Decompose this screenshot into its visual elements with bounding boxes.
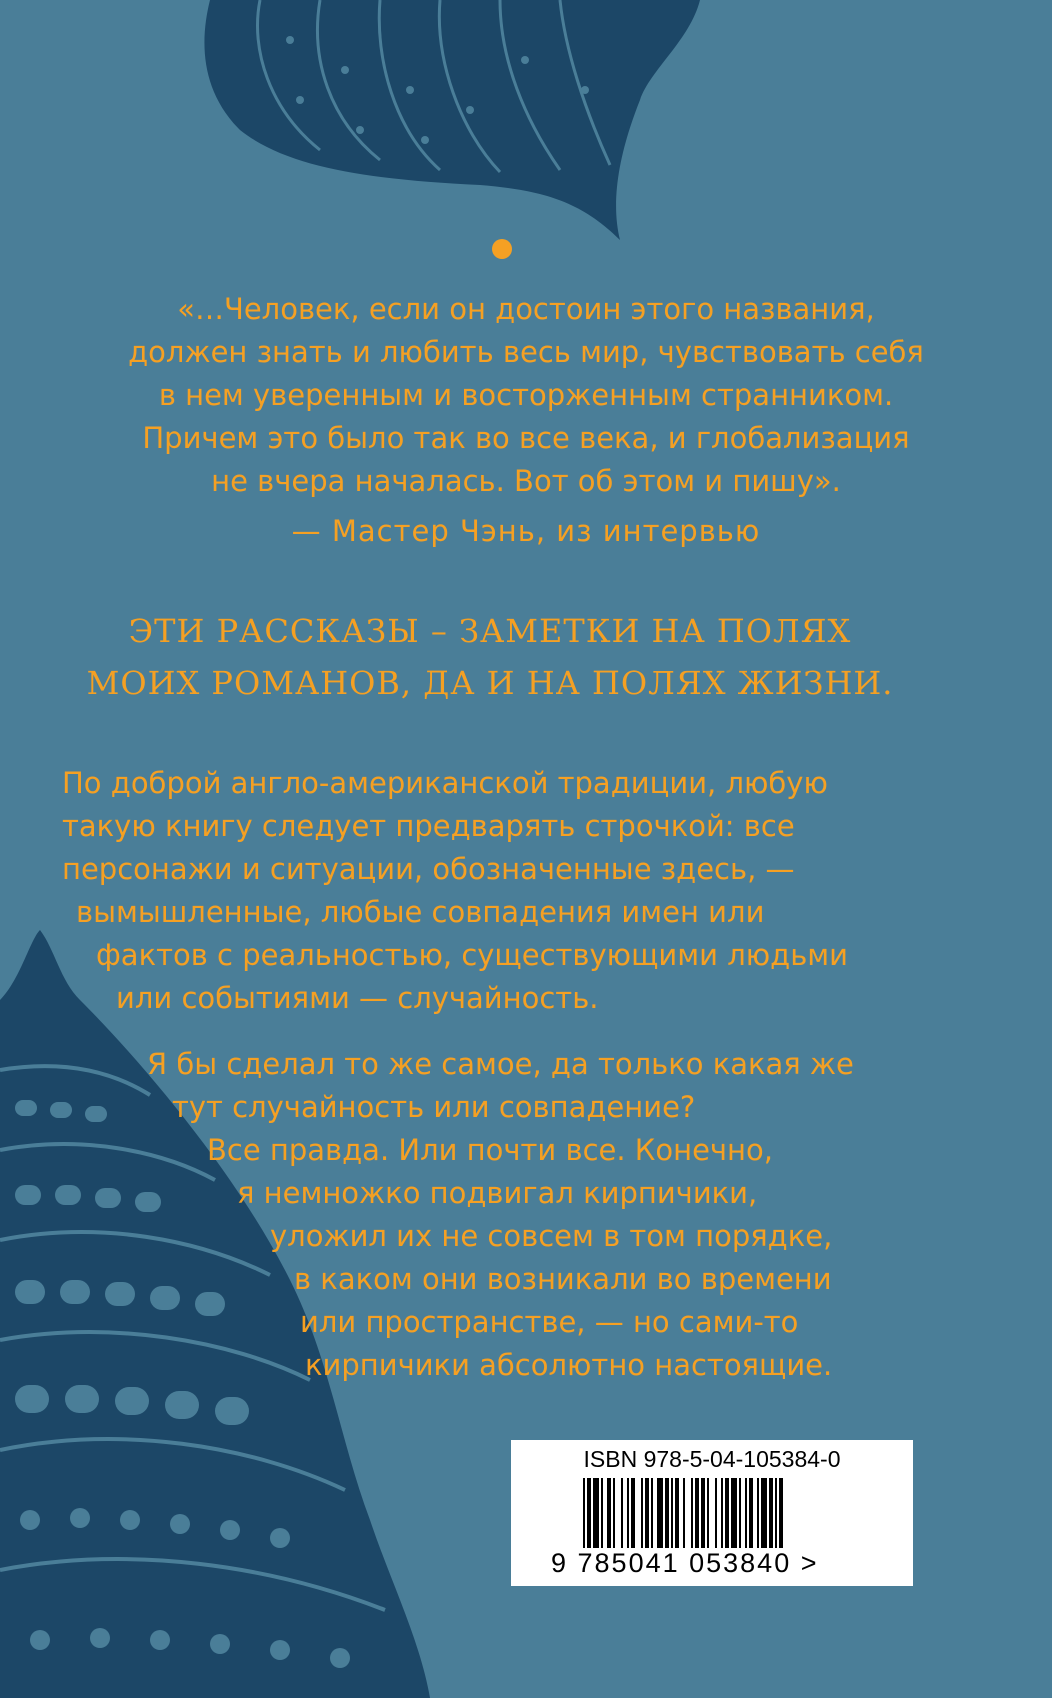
headline: [0, 605, 980, 709]
quote-attribution: — Мастер Чэнь, из интервью: [291, 514, 761, 548]
headline-line: МОИХ РОМАНОВ, ДА И НА ПОЛЯХ ЖИЗНИ.: [86, 664, 894, 702]
quote-line: в нем уверенным и восторженным странником.: [158, 378, 894, 412]
quote-line: «…Человек, если он достоин этого названия,: [177, 292, 875, 326]
paragraph-line: вымышленные, любые совпадения имен или: [76, 895, 765, 929]
paragraph-line: Все правда. Или почти все. Конечно,: [207, 1133, 773, 1167]
isbn-barcode: [511, 1440, 913, 1586]
isbn-label: ISBN 978-5-04-105384-0: [583, 1446, 841, 1472]
quote-line: не вчера началась. Вот об этом и пишу».: [211, 464, 841, 498]
paragraph-line: По доброй англо-американской традиции, любую: [62, 766, 828, 800]
paragraph-author: [62, 1043, 854, 1387]
paragraph-disclaimer: [62, 762, 849, 1020]
paragraph-line: тут случайность или совпадение?: [172, 1090, 696, 1124]
headline-line: ЭТИ РАССКАЗЫ – ЗАМЕТКИ НА ПОЛЯХ: [128, 612, 852, 650]
paragraph-line: или событиями — случайность.: [116, 981, 599, 1015]
isbn-digits: 9 785041 053840 >: [551, 1548, 819, 1578]
paragraph-line: кирпичики абсолютно настоящие.: [305, 1348, 833, 1382]
paragraph-line: фактов с реальностью, существующими людьми: [96, 938, 849, 972]
paragraph-line: персонажи и ситуации, обозначенные здесь, —: [62, 852, 795, 886]
quote-line: Причем это было так во все века, и глобализация: [142, 421, 910, 455]
epigraph-quote: [60, 288, 992, 503]
paragraph-line: такую книгу следует предварять строчкой: все: [62, 809, 795, 843]
paragraph-line: или пространстве, — но сами-то: [300, 1305, 799, 1339]
paragraph-line: я немножко подвигал кирпичики,: [237, 1176, 758, 1210]
paragraph-line: уложил их не совсем в том порядке,: [270, 1219, 833, 1253]
orange-dot-ornament: [492, 239, 512, 259]
quote-line: должен знать и любить весь мир, чувствовать себя: [128, 335, 924, 369]
paragraph-line: Я бы сделал то же самое, да только какая же: [147, 1047, 854, 1081]
seashell-top-illustration: [180, 0, 740, 250]
paragraph-line: в каком они возникали во времени: [294, 1262, 832, 1296]
